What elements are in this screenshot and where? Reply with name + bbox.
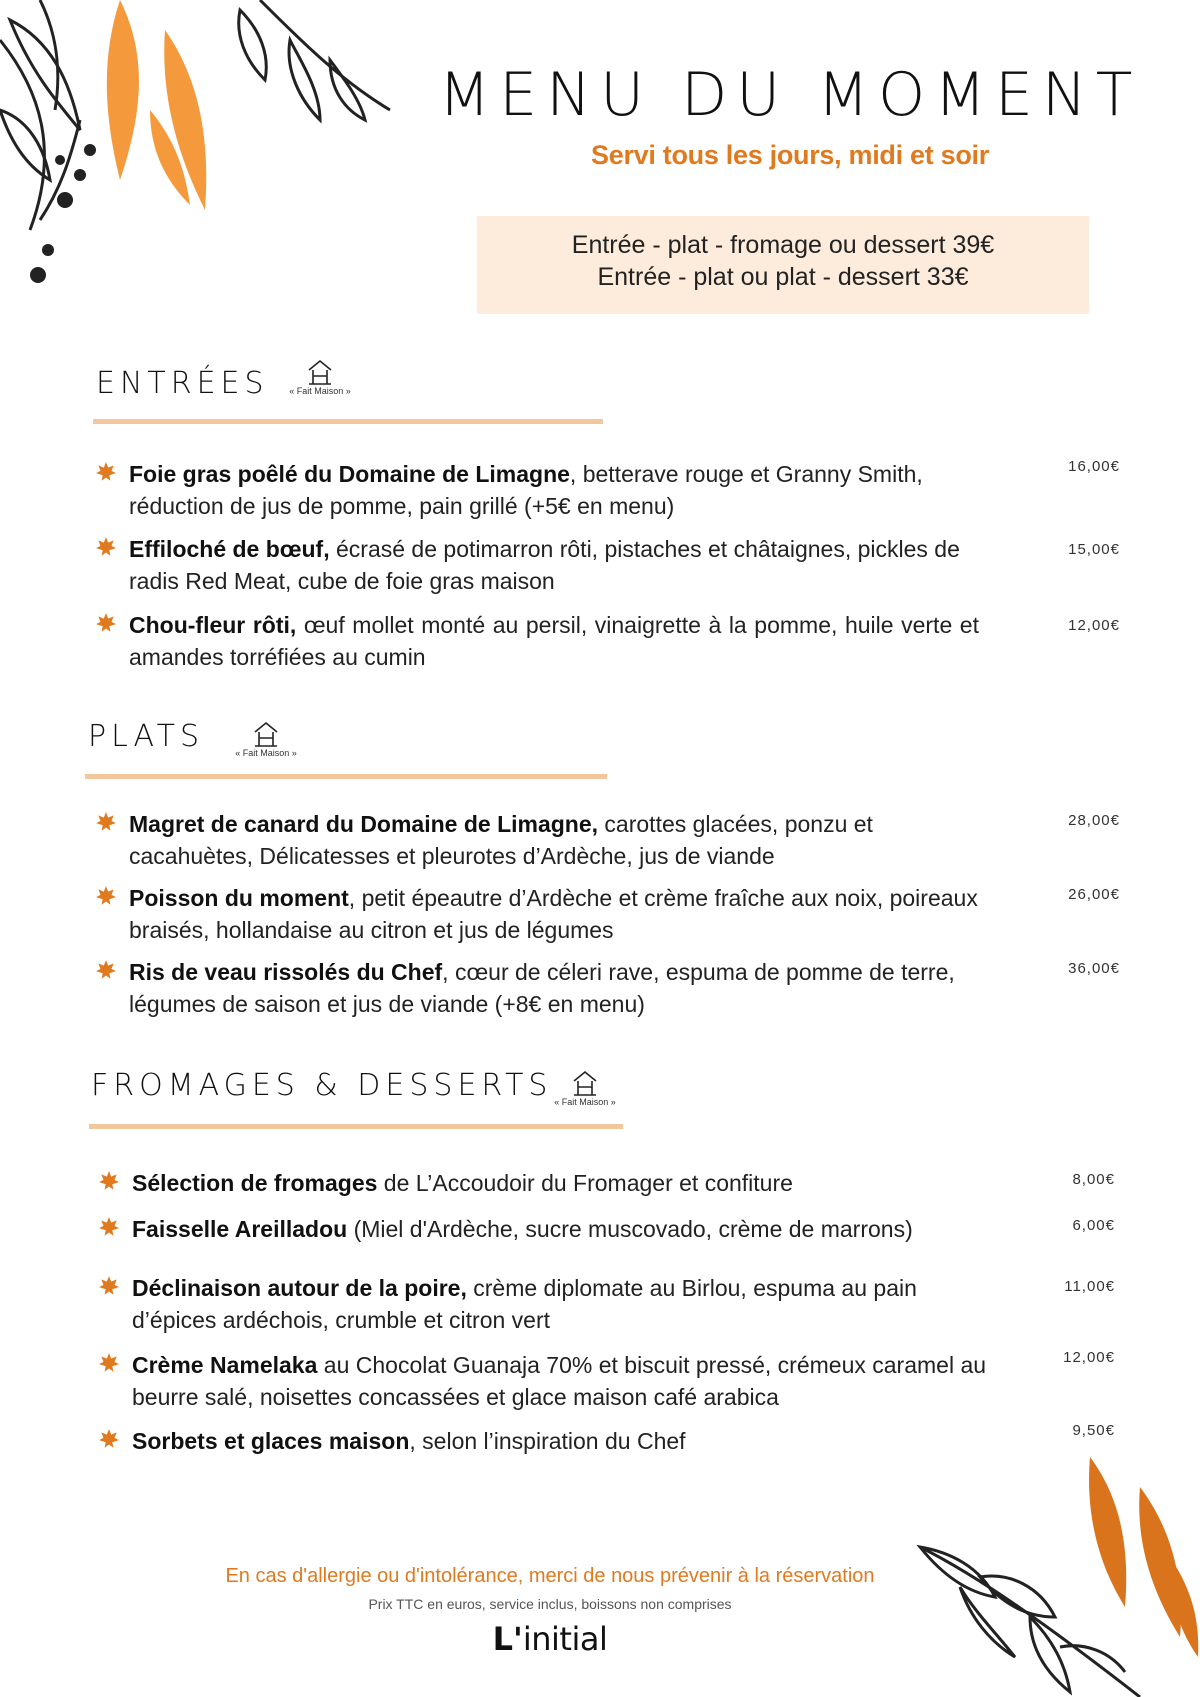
page-subtitle: Servi tous les jours, midi et soir bbox=[591, 140, 989, 170]
menu-item-detail: de L’Accoudoir du Fromager et confiture bbox=[377, 1170, 793, 1196]
section-divider bbox=[89, 1124, 623, 1129]
menu-item-detail: écrasé de potimarron rôti, pistaches et châtaignes, pickles de radis Red Meat, cube de foie gras maison bbox=[129, 536, 960, 594]
menu-item-description bbox=[132, 1213, 1032, 1245]
menu-item-detail: , betterave rouge et Granny Smith, réduction de jus de pomme, pain grillé (+5€ en menu) bbox=[129, 461, 923, 519]
menu-item-detail: (Miel d'Ardèche, sucre muscovado, crème de marrons) bbox=[347, 1216, 913, 1242]
allergy-notice: En cas d'allergie ou d'intolérance, merci de nous prévenir à la réservation bbox=[225, 1565, 875, 1587]
maple-leaf-icon bbox=[95, 959, 117, 981]
menu-item-price: 12,00€ bbox=[1063, 1349, 1115, 1366]
menu-item-name: Faisselle Areilladou bbox=[132, 1216, 348, 1242]
page-title: MENU DU MOMENT bbox=[438, 60, 1142, 130]
menu-item-detail: carottes glacées, ponzu et cacahuètes, Délicatesses et pleurotes d’Ardèche, jus de viande bbox=[129, 811, 873, 869]
menu-item-description bbox=[129, 609, 979, 673]
menu-item-name: Magret de canard du Domaine de Limagne, bbox=[129, 811, 599, 837]
menu-item-description bbox=[132, 1425, 982, 1457]
house-icon bbox=[570, 1069, 600, 1097]
menu-item-name: Crème Namelaka bbox=[132, 1352, 318, 1378]
menu-item-description bbox=[129, 808, 979, 872]
menu-item-price: 28,00€ bbox=[1068, 812, 1120, 829]
menu-item-detail: au Chocolat Guanaja 70% et biscuit pressé, crémeux caramel au beurre salé, noisettes concassées et glace maison café arabica bbox=[132, 1352, 987, 1410]
fait-maison-badge bbox=[226, 720, 306, 758]
maple-leaf-icon bbox=[95, 461, 117, 483]
menu-item-name: Chou-fleur rôti, bbox=[129, 612, 297, 638]
menu-item-detail: , selon l’inspiration du Chef bbox=[409, 1428, 686, 1454]
menu-item-price: 8,00€ bbox=[1072, 1171, 1115, 1188]
fait-maison-badge bbox=[545, 1069, 625, 1107]
section-title-plats: PLATS bbox=[88, 719, 205, 754]
menu-item-price: 12,00€ bbox=[1068, 617, 1120, 634]
fait-maison-label: « Fait Maison » bbox=[289, 386, 351, 396]
menu-item-detail: crème diplomate au Birlou, espuma au pain d’épices ardéchois, crumble et citron vert bbox=[132, 1275, 917, 1333]
section-title-entrees: ENTRÉES bbox=[96, 366, 269, 401]
maple-leaf-icon bbox=[95, 885, 117, 907]
menu-item-price: 15,00€ bbox=[1068, 541, 1120, 558]
fait-maison-label: « Fait Maison » bbox=[554, 1097, 616, 1107]
section-divider bbox=[93, 419, 603, 424]
menu-item-description bbox=[129, 882, 979, 946]
menu-item-description bbox=[129, 956, 979, 1020]
menu-item-detail: , petit épeautre d’Ardèche et crème fraîche aux noix, poireaux braisés, hollandaise au citron et jus de légumes bbox=[129, 885, 978, 943]
section-title-fromages-desserts: FROMAGES & DESSERTS bbox=[91, 1068, 553, 1103]
menu-item-detail: œuf mollet monté au persil, vinaigrette à la pomme, huile verte et amandes torréfiées au cumin bbox=[129, 612, 979, 670]
formula-line: Entrée - plat - fromage ou dessert 39€ bbox=[571, 231, 995, 259]
maple-leaf-icon bbox=[95, 536, 117, 558]
menu-item-price: 11,00€ bbox=[1064, 1278, 1115, 1295]
menu-item-name: Poisson du moment bbox=[129, 885, 349, 911]
maple-leaf-icon bbox=[95, 811, 117, 833]
menu-item-price: 9,50€ bbox=[1072, 1422, 1115, 1439]
house-icon bbox=[305, 358, 335, 386]
brand-logo bbox=[450, 1620, 650, 1658]
menu-item-price: 36,00€ bbox=[1068, 960, 1120, 977]
formula-line: Entrée - plat ou plat - dessert 33€ bbox=[597, 263, 969, 291]
menu-item-description bbox=[129, 533, 979, 597]
menu-item-name: Sorbets et glaces maison bbox=[132, 1428, 410, 1454]
menu-item-price: 6,00€ bbox=[1072, 1217, 1115, 1234]
maple-leaf-icon bbox=[98, 1428, 120, 1450]
menu-item-description bbox=[129, 458, 979, 522]
house-icon bbox=[251, 720, 281, 748]
leaf-branch-decoration-icon bbox=[0, 0, 420, 300]
fait-maison-badge bbox=[280, 358, 360, 396]
menu-item-description bbox=[132, 1167, 1012, 1199]
menu-item-name: Sélection de fromages bbox=[132, 1170, 378, 1196]
brand-name: initial bbox=[522, 1620, 608, 1658]
menu-item-price: 26,00€ bbox=[1068, 886, 1120, 903]
fait-maison-label: « Fait Maison » bbox=[235, 748, 297, 758]
price-note: Prix TTC en euros, service inclus, boissons non comprises bbox=[368, 1596, 732, 1612]
brand-prefix: L' bbox=[492, 1620, 523, 1658]
menu-item-price: 16,00€ bbox=[1068, 458, 1120, 475]
maple-leaf-icon bbox=[98, 1216, 120, 1238]
menu-item-detail: , cœur de céleri rave, espuma de pomme de terre, légumes de saison et jus de viande (+8€ en menu) bbox=[129, 959, 955, 1017]
maple-leaf-icon bbox=[98, 1275, 120, 1297]
section-divider bbox=[85, 774, 607, 779]
maple-leaf-icon bbox=[98, 1170, 120, 1192]
menu-item-description bbox=[132, 1349, 1012, 1413]
maple-leaf-icon bbox=[98, 1352, 120, 1374]
menu-item-name: Ris de veau rissolés du Chef bbox=[129, 959, 443, 985]
maple-leaf-icon bbox=[95, 612, 117, 634]
menu-item-name: Effiloché de bœuf, bbox=[129, 536, 330, 562]
menu-item-name: Déclinaison autour de la poire, bbox=[132, 1275, 467, 1301]
menu-item-name: Foie gras poêlé du Domaine de Limagne bbox=[129, 461, 570, 487]
formula-box bbox=[477, 216, 1089, 314]
menu-item-description bbox=[132, 1272, 982, 1336]
